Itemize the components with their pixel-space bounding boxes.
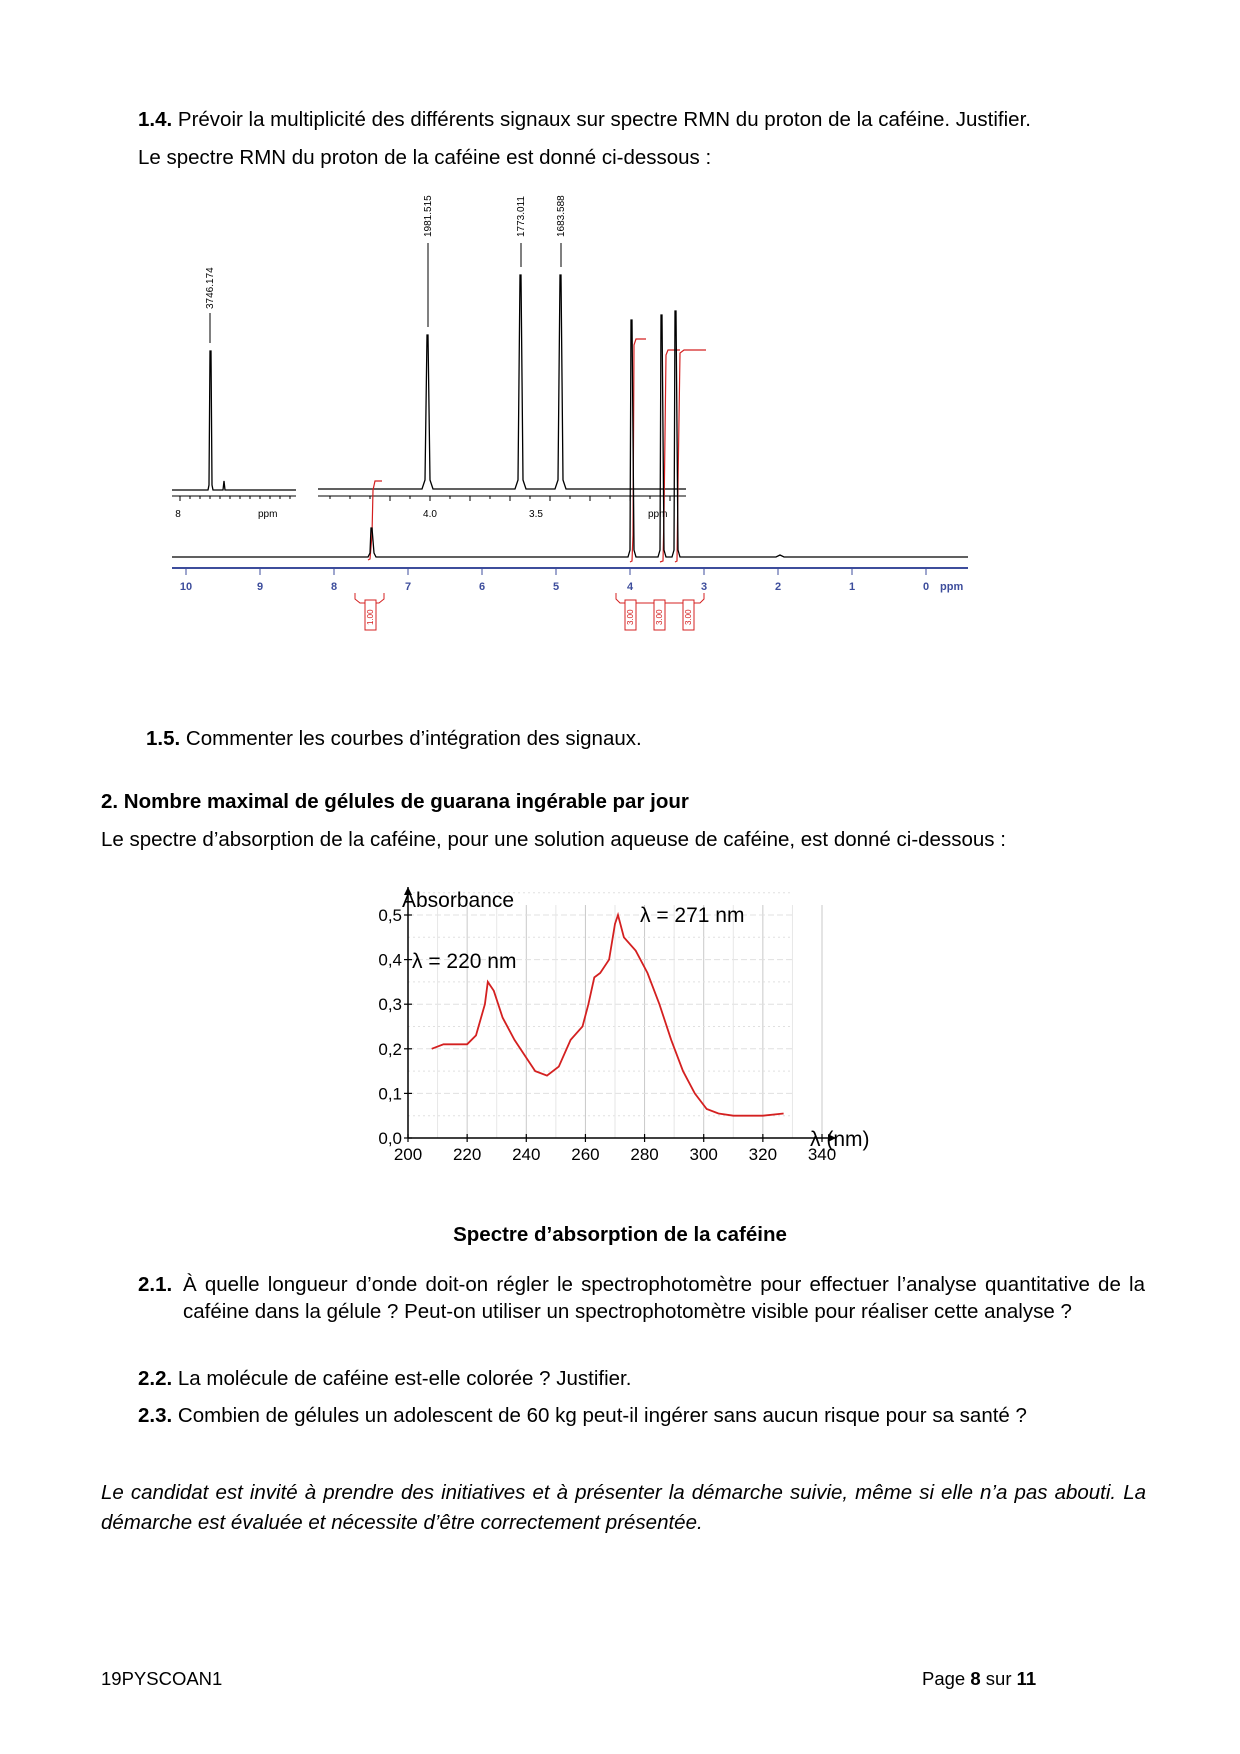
nmr-peak-inset-left bbox=[172, 351, 296, 490]
peak-label: 1773.011 bbox=[516, 196, 527, 237]
y-axis-ticks bbox=[378, 906, 412, 1148]
y-axis-label: Absorbance bbox=[402, 889, 515, 912]
page-total: 11 bbox=[1016, 1668, 1037, 1689]
tick-label: 1 bbox=[848, 581, 856, 593]
tick-label: 4 bbox=[626, 581, 634, 593]
tick-label: 3.5 bbox=[529, 509, 543, 520]
peak-label: 3746.174 bbox=[205, 267, 216, 309]
question-text: Commenter les courbes d’intégration des signaux. bbox=[185, 727, 642, 750]
intro-rmn: Le spectre RMN du proton de la caféine est donné ci-dessous : bbox=[138, 146, 712, 169]
y-tick-label: 0,2 bbox=[378, 1039, 402, 1059]
y-tick-label: 0,0 bbox=[378, 1129, 402, 1148]
question-2-1-text: À quelle longueur d’onde doit-on régler le spectrophotomètre pour effectuer l’analyse quantitative de la caféine dans la gélule ? Peut-on utiliser un spectrophotomètre visible pour réaliser cette analyse ? bbox=[183, 1273, 1145, 1323]
x-tick-label: 220 bbox=[452, 1145, 482, 1164]
y-tick-label: 0,4 bbox=[378, 950, 402, 970]
x-axis-label: λ (nm) bbox=[810, 1128, 870, 1151]
tick-label: 9 bbox=[256, 581, 264, 593]
of-word: sur bbox=[985, 1668, 1012, 1689]
y-tick-label: 0,5 bbox=[378, 906, 402, 925]
integration-value: 1.00 bbox=[366, 609, 375, 625]
tick-label: 4.0 bbox=[423, 509, 437, 520]
integration-value: 3.00 bbox=[655, 609, 664, 625]
question-text: La molécule de caféine est-elle colorée ? Justifier. bbox=[177, 1367, 632, 1390]
y-tick-label: 0,3 bbox=[378, 995, 402, 1015]
question-2-2 bbox=[138, 1365, 631, 1392]
annotation-271: λ = 271 nm bbox=[640, 904, 745, 927]
x-tick-label: 240 bbox=[512, 1145, 541, 1164]
section-title: 2. Nombre maximal de gélules de guarana ingérable par jour bbox=[101, 790, 689, 813]
nmr-integration-labels bbox=[355, 593, 704, 630]
x-tick-label: 260 bbox=[571, 1145, 600, 1164]
question-number: 2.2. bbox=[138, 1367, 173, 1390]
intro-absorption: Le spectre d’absorption de la caféine, pour une solution aqueuse de caféine, est donné ci-dessous : bbox=[101, 828, 1006, 851]
question-text: Combien de gélules un adolescent de 60 kg peut-il ingérer sans aucun risque pour sa santé ? bbox=[177, 1404, 1027, 1427]
x-tick-label: 280 bbox=[630, 1145, 659, 1164]
tick-label: 2 bbox=[774, 581, 782, 593]
tick-label: 6 bbox=[478, 581, 486, 593]
nmr-inset-left bbox=[172, 267, 296, 520]
x-tick-label: 340 bbox=[807, 1145, 837, 1164]
question-text: Prévoir la multiplicité des différents signaux sur spectre RMN du proton de la caféine. Justifier. bbox=[177, 108, 1031, 131]
tick-label: 5 bbox=[552, 581, 560, 593]
unit-label: ppm bbox=[648, 509, 668, 520]
nmr-spectrum bbox=[160, 185, 1100, 705]
y-tick-label: 0,1 bbox=[378, 1084, 402, 1104]
chart-title: Spectre d’absorption de la caféine bbox=[453, 1223, 787, 1246]
footer-page bbox=[922, 1668, 1036, 1690]
tick-label: 10 bbox=[179, 581, 193, 593]
x-tick-label: 300 bbox=[689, 1145, 718, 1164]
tick-label: 7 bbox=[404, 581, 412, 593]
question-2-3 bbox=[138, 1402, 1027, 1429]
question-2-1-number bbox=[138, 1271, 172, 1298]
page-word: Page bbox=[922, 1668, 966, 1689]
nmr-integration-curves bbox=[368, 339, 706, 562]
question-number: 2.1. bbox=[138, 1273, 173, 1296]
tick-label: 0 bbox=[922, 581, 930, 593]
question-number: 1.4. bbox=[138, 108, 173, 131]
question-number: 2.3. bbox=[138, 1404, 173, 1427]
tick-label: 3 bbox=[700, 581, 708, 593]
candidate-note: Le candidat est invité à prendre des initiatives et à présenter la démarche suivie, même si elle n’a pas abouti. La démarche est évaluée et nécessite d’être correctement présentée. bbox=[101, 1481, 1146, 1534]
page-number: 8 bbox=[970, 1668, 981, 1689]
nmr-main-spectrum bbox=[172, 311, 968, 593]
nmr-main-trace bbox=[172, 311, 968, 557]
chart-grid bbox=[408, 893, 822, 1138]
question-number: 1.5. bbox=[146, 727, 181, 750]
tick-label: 8 bbox=[330, 581, 338, 593]
footer-code: 19PYSCOAN1 bbox=[101, 1668, 223, 1689]
question-1-4 bbox=[138, 106, 1031, 133]
tick-label: 8 bbox=[175, 509, 181, 520]
absorption-curve bbox=[432, 915, 784, 1116]
question-1-5 bbox=[146, 725, 642, 752]
integration-value: 3.00 bbox=[684, 609, 693, 625]
integration-value: 3.00 bbox=[626, 609, 635, 625]
unit-label: ppm bbox=[258, 509, 278, 520]
peak-label: 1683.588 bbox=[556, 195, 567, 237]
unit-label: ppm bbox=[940, 581, 964, 593]
x-tick-label: 200 bbox=[393, 1145, 423, 1164]
annotation-220: λ = 220 nm bbox=[412, 950, 517, 973]
absorption-chart bbox=[340, 880, 900, 1210]
x-tick-label: 320 bbox=[748, 1145, 778, 1164]
peak-label: 1981.515 bbox=[423, 195, 434, 237]
